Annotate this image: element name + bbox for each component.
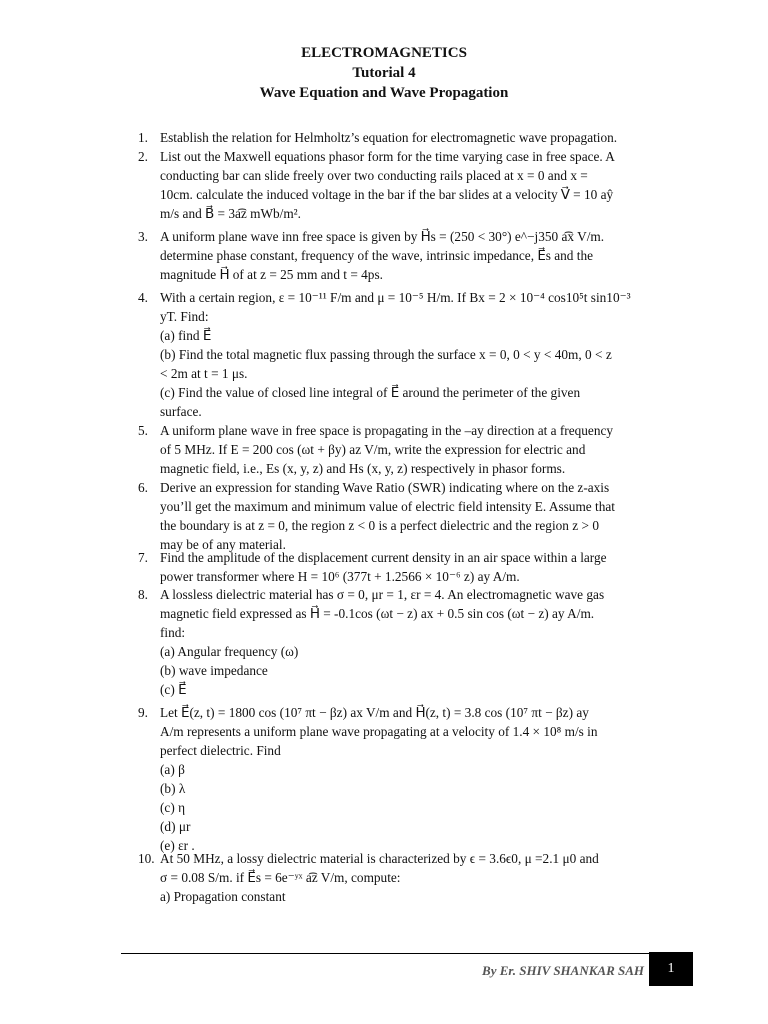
question-line: (a) find E⃗ <box>160 328 212 343</box>
question-line: magnetic field, i.e., Es (x, y, z) and Hs (x, y, z) respectively in phasor forms. <box>160 461 566 476</box>
subject-title: ELECTROMAGNETICS <box>301 45 467 61</box>
question-line: (a) β <box>160 762 185 777</box>
question-line: power transformer where H = 10⁶ (377t + 1.2566 × 10⁻⁶ z) ay A/m. <box>160 569 520 584</box>
question-line: surface. <box>160 404 202 419</box>
question-line: determine phase constant, frequency of the wave, intrinsic impedance, E⃗s and the <box>160 248 594 263</box>
question-line: you’ll get the maximum and minimum value of electric field intensity E. Assume that <box>160 499 615 514</box>
question-line: (e) εr . <box>160 838 195 853</box>
question-line: (d) μr <box>160 819 191 834</box>
question-line: 10cm. calculate the induced voltage in the bar if the bar slides at a velocity V⃗ = 10 aŷ <box>160 187 614 202</box>
question-number: 7. <box>138 550 148 565</box>
question-line: yT. Find: <box>160 309 209 324</box>
question-text <box>160 478 648 554</box>
tutorial-number: Tutorial 4 <box>352 65 416 81</box>
question-line: perfect dielectric. Find <box>160 743 281 758</box>
question-number: 5. <box>138 423 148 438</box>
question-text <box>160 548 648 586</box>
question-text <box>160 849 648 906</box>
question-line: (b) Find the total magnetic flux passing through the surface x = 0, 0 < y < 40m, 0 < z <box>160 347 612 362</box>
question-line: may be of any material. <box>160 537 286 552</box>
question-item <box>138 128 648 147</box>
question-number: 6. <box>138 480 148 495</box>
question-line: magnetic field expressed as H⃗ = -0.1cos (ωt − z) ax + 0.5 sin cos (ωt − z) ay A/m. <box>160 606 595 621</box>
question-line: conducting bar can slide freely over two conducting rails placed at x = 0 and x = <box>160 168 588 183</box>
question-text <box>160 147 648 223</box>
question-text <box>160 288 648 421</box>
question-line: < 2m at t = 1 μs. <box>160 366 248 381</box>
question-line: (c) Find the value of closed line integral of E⃗ around the perimeter of the given <box>160 385 581 400</box>
question-item <box>138 421 648 478</box>
question-text <box>160 585 648 699</box>
question-line: magnitude H⃗ of at z = 25 mm and t = 4ps. <box>160 267 383 282</box>
question-line: Establish the relation for Helmholtz’s equation for electromagnetic wave propagation. <box>160 130 618 145</box>
question-item <box>138 585 648 699</box>
question-item <box>138 227 648 284</box>
page-number: 1 <box>649 952 693 986</box>
question-number: 8. <box>138 587 148 602</box>
question-number: 1. <box>138 130 148 145</box>
question-line: (b) wave impedance <box>160 663 268 678</box>
question-line: A uniform plane wave inn free space is given by H⃗s = (250 < 30°) e^−j350 a͡x V/m. <box>160 229 605 244</box>
question-line: m/s and B⃗ = 3a͡z mWb/m². <box>160 206 301 221</box>
footer-divider <box>121 953 649 954</box>
question-line: With a certain region, ε = 10⁻¹¹ F/m and μ = 10⁻⁵ H/m. If Bx = 2 × 10⁻⁴ cos10⁵t sin10⁻³ <box>160 290 631 305</box>
question-item <box>138 478 648 554</box>
question-line: of 5 MHz. If E = 200 cos (ωt + βy) az V/m, write the expression for electric and <box>160 442 586 457</box>
question-line: Let E⃗(z, t) = 1800 cos (10⁷ πt − βz) ax V/m and H⃗(z, t) = 3.8 cos (10⁷ πt − βz) ay <box>160 705 589 720</box>
question-item <box>138 849 648 906</box>
topic-title: Wave Equation and Wave Propagation <box>259 85 509 101</box>
question-item <box>138 548 648 586</box>
question-text <box>160 703 648 855</box>
question-line: A/m represents a uniform plane wave propagating at a velocity of 1.4 × 10⁸ m/s in <box>160 724 598 739</box>
question-item <box>138 288 648 421</box>
question-text <box>160 227 648 284</box>
question-line: (b) λ <box>160 781 186 796</box>
question-number: 4. <box>138 290 148 305</box>
question-line: Derive an expression for standing Wave Ratio (SWR) indicating where on the z-axis <box>160 480 610 495</box>
question-number: 9. <box>138 705 148 720</box>
question-item <box>138 147 648 223</box>
question-line: find: <box>160 625 186 640</box>
question-line: At 50 MHz, a lossy dielectric material is characterized by ϵ = 3.6ϵ0, μ =2.1 μ0 and <box>160 851 599 866</box>
question-number: 3. <box>138 229 148 244</box>
question-text <box>160 421 648 478</box>
question-line: A lossless dielectric material has σ = 0, μr = 1, εr = 4. An electromagnetic wave gas <box>160 587 605 602</box>
question-line: the boundary is at z = 0, the region z < 0 is a perfect dielectric and the region z > 0 <box>160 518 599 533</box>
question-line: (c) E⃗ <box>160 682 187 697</box>
question-text <box>160 128 648 147</box>
question-line: List out the Maxwell equations phasor form for the time varying case in free space. A <box>160 149 615 164</box>
question-line: σ = 0.08 S/m. if E⃗s = 6e⁻ʸˣ a͡z V/m, compute: <box>160 870 401 885</box>
question-line: a) Propagation constant <box>160 889 286 904</box>
question-line: (c) η <box>160 800 186 815</box>
author-credit: By Er. SHIV SHANKAR SAH <box>482 963 644 978</box>
question-line: Find the amplitude of the displacement current density in an air space within a large <box>160 550 607 565</box>
question-line: A uniform plane wave in free space is propagating in the –ay direction at a frequency <box>160 423 614 438</box>
question-line: (a) Angular frequency (ω) <box>160 644 299 659</box>
question-item <box>138 703 648 855</box>
question-number: 2. <box>138 149 148 164</box>
question-number: 10. <box>138 851 155 866</box>
